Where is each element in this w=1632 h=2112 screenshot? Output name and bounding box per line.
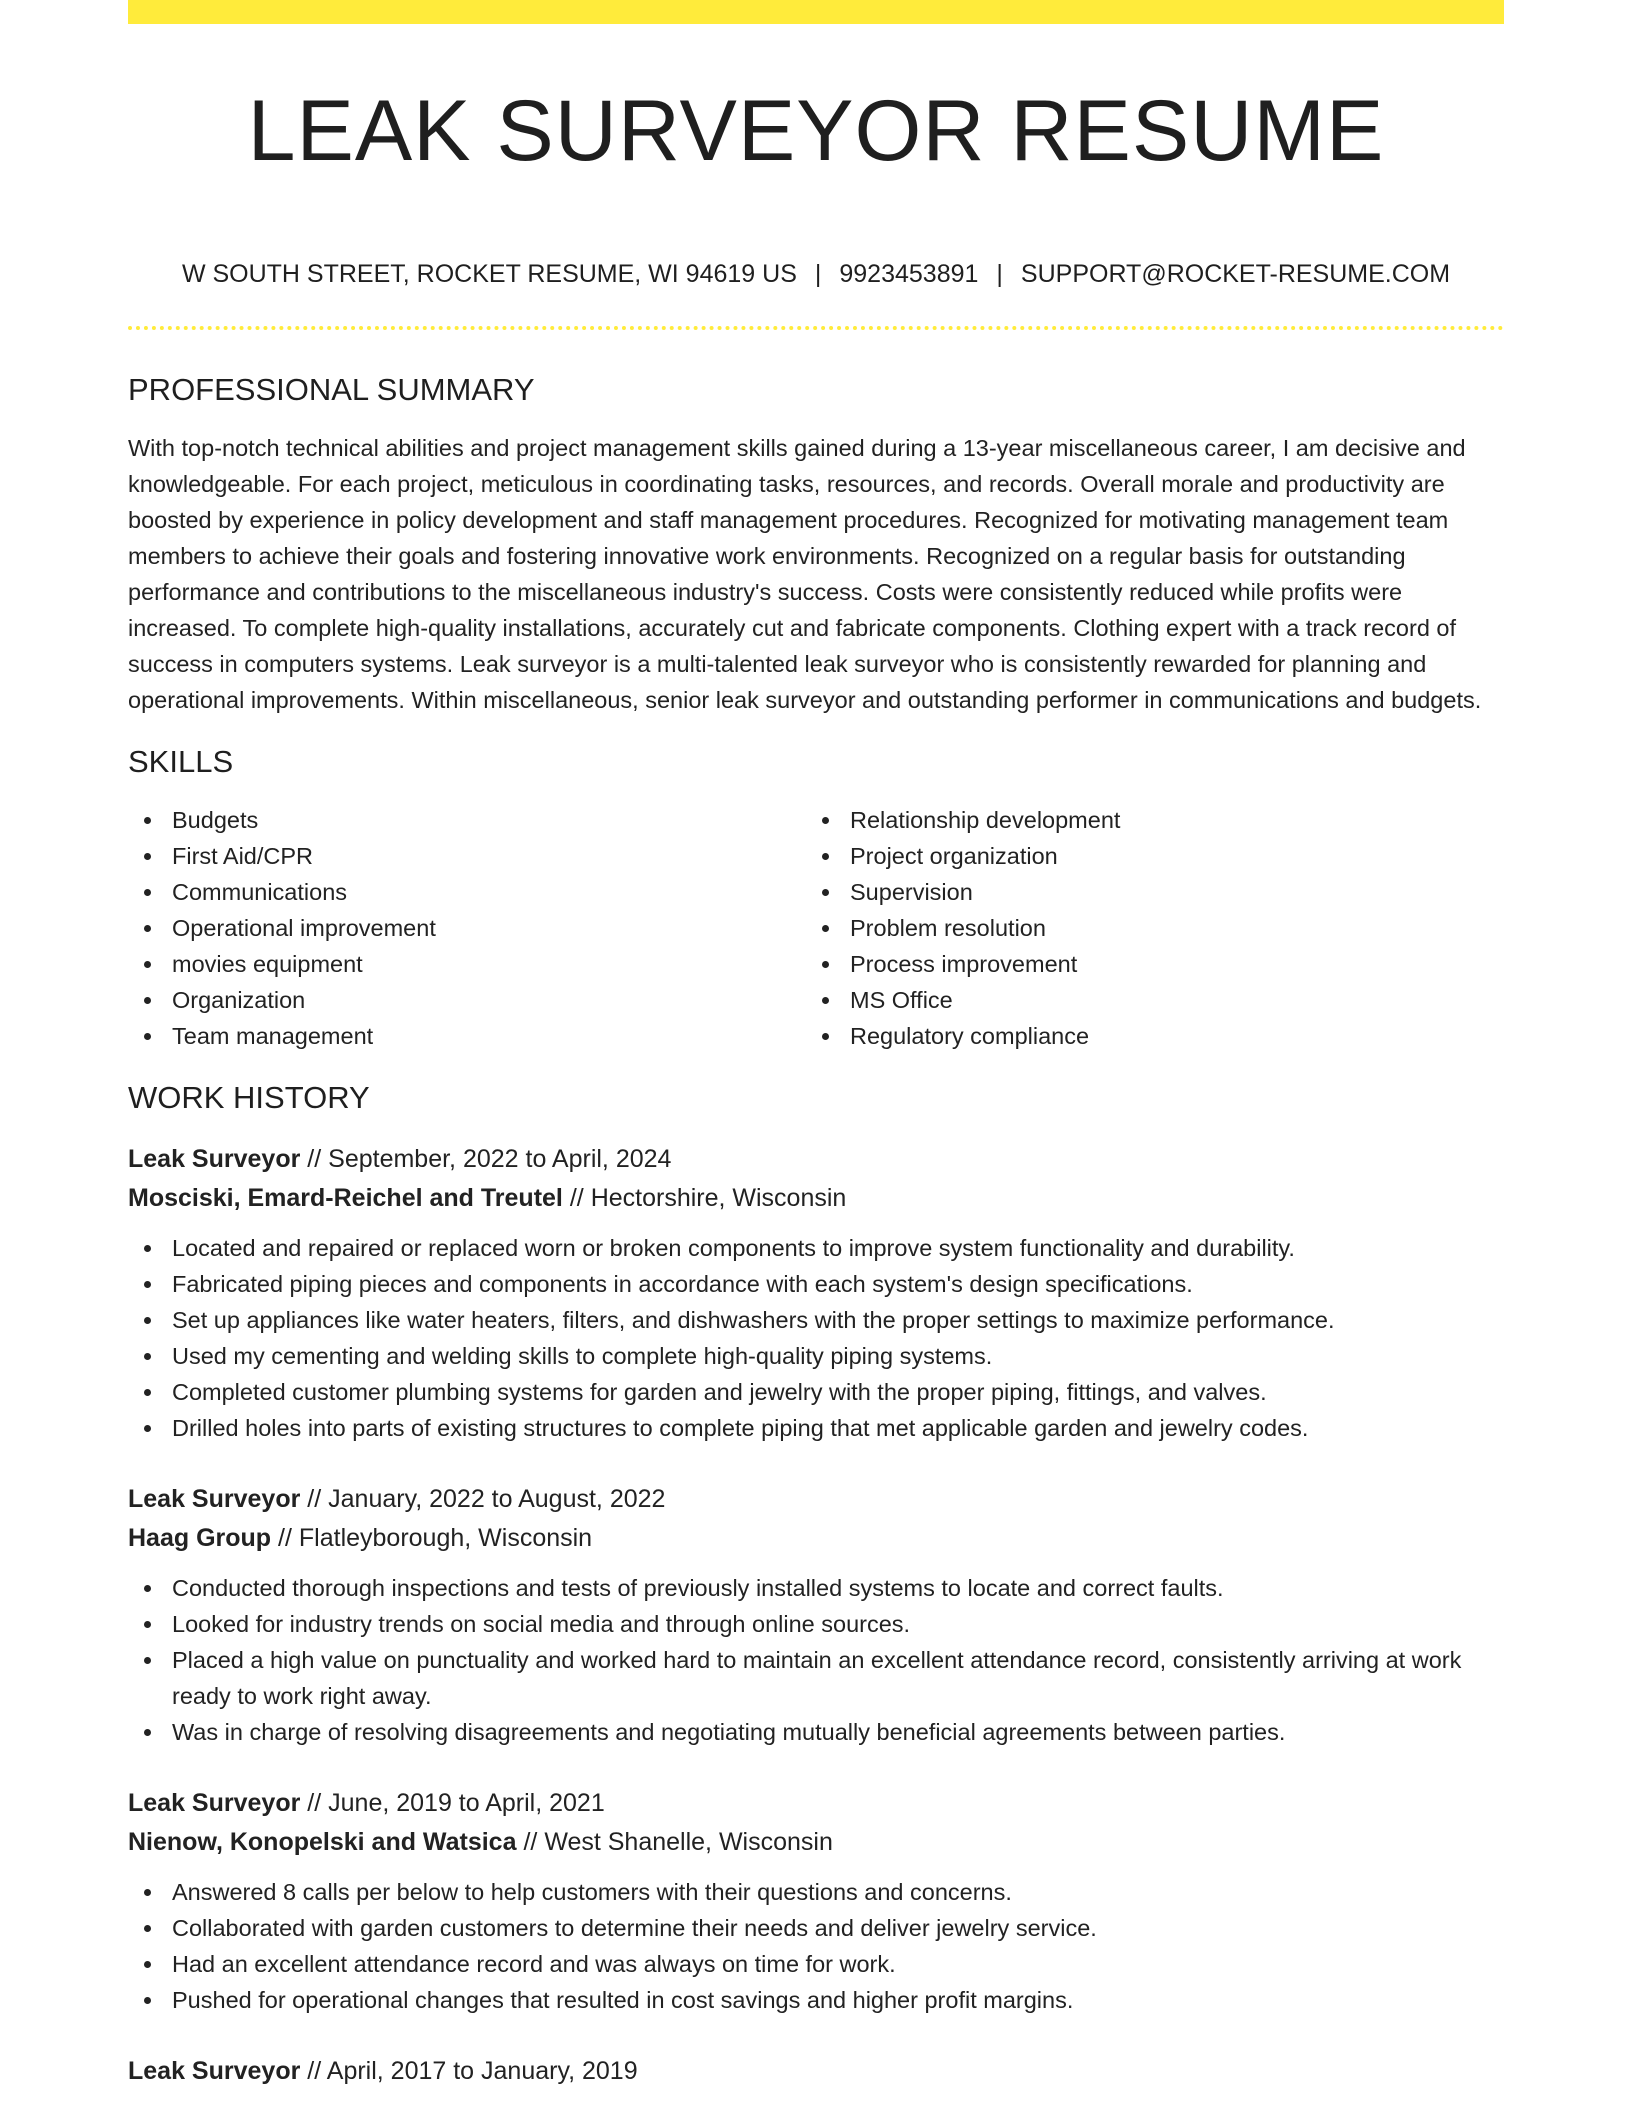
- skill-item: Regulatory compliance: [806, 1018, 1484, 1054]
- job-title: Leak Surveyor: [128, 1789, 301, 1817]
- resume-title: LEAK SURVEYOR RESUME: [247, 83, 1385, 179]
- contact-address: W SOUTH STREET, ROCKET RESUME, WI 94619 US: [181, 260, 797, 288]
- job-entry: [128, 2052, 1504, 2091]
- job-location: Hectorshire, Wisconsin: [590, 1184, 847, 1212]
- job-bullet: Pushed for operational changes that resulted in cost savings and higher profit margins.: [128, 1982, 1504, 2018]
- job-location: West Shanelle, Wisconsin: [544, 1828, 833, 1856]
- job-bullet: Used my cementing and welding skills to complete high-quality piping systems.: [128, 1338, 1504, 1374]
- work-history-heading: WORK HISTORY: [128, 1080, 370, 1115]
- skills-list-right: [806, 802, 1484, 1054]
- job-dates: September, 2022 to April, 2024: [328, 1145, 672, 1173]
- skill-item: Project organization: [806, 838, 1484, 874]
- job-company: Haag Group: [128, 1524, 272, 1552]
- job-separator: //: [569, 1184, 584, 1212]
- job-bullet: Drilled holes into parts of existing structures to complete piping that met applicable garden and jewelry codes.: [128, 1410, 1504, 1446]
- skills-heading: SKILLS: [128, 744, 234, 779]
- job-entry: [128, 1140, 1504, 1446]
- skills-list-left: [128, 802, 806, 1054]
- dotted-divider: [128, 326, 1504, 330]
- job-company-line: [128, 1519, 1504, 1558]
- job-dates: June, 2019 to April, 2021: [328, 1789, 605, 1817]
- skill-item: MS Office: [806, 982, 1484, 1018]
- job-separator: //: [307, 1145, 322, 1173]
- skill-item: Relationship development: [806, 802, 1484, 838]
- job-bullet: Completed customer plumbing systems for garden and jewelry with the proper piping, fittings, and valves.: [128, 1374, 1504, 1410]
- skill-item: First Aid/CPR: [128, 838, 806, 874]
- job-title: Leak Surveyor: [128, 1485, 301, 1513]
- contact-separator: |: [814, 260, 822, 288]
- job-dates: January, 2022 to August, 2022: [328, 1485, 666, 1513]
- job-bullet: Had an excellent attendance record and was always on time for work.: [128, 1946, 1504, 1982]
- skill-item: Team management: [128, 1018, 806, 1054]
- job-company-line: [128, 1179, 1504, 1218]
- job-separator: //: [278, 1524, 292, 1552]
- job-separator: //: [307, 2057, 322, 2085]
- skill-item: Problem resolution: [806, 910, 1484, 946]
- job-company: Mosciski, Emard-Reichel and Treutel: [128, 1184, 563, 1212]
- job-entry: [128, 1480, 1504, 1750]
- job-bullet: Located and repaired or replaced worn or broken components to improve system functionality and durability.: [128, 1230, 1504, 1266]
- job-company: Nienow, Konopelski and Watsica: [128, 1828, 517, 1856]
- job-bullet: Was in charge of resolving disagreements and negotiating mutually beneficial agreements between parties.: [128, 1714, 1504, 1750]
- job-bullet: Fabricated piping pieces and components in accordance with each system's design specifications.: [128, 1266, 1504, 1302]
- job-bullets: [128, 1230, 1504, 1446]
- job-bullet: Looked for industry trends on social media and through online sources.: [128, 1606, 1504, 1642]
- job-bullets: [128, 1874, 1504, 2018]
- skill-item: Communications: [128, 874, 806, 910]
- job-bullet: Conducted thorough inspections and tests of previously installed systems to locate and correct faults.: [128, 1570, 1504, 1606]
- summary-text: With top-notch technical abilities and project management skills gained during a 13-year miscellaneous career, I am decisive and knowledgeable. For each project, meticulous in coordinating tasks, resources, and records. Overall morale and productivity are boosted by experience in policy development and staff management procedures. Recognized for motivating management team members to achieve their goals and fostering innovative work environments. Recognized on a regular basis for outstanding performance and contributions to the miscellaneous industry's success. Costs were consistently reduced while profits were increased. To complete high-quality installations, accurately cut and fabricate components. Clothing expert with a track record of success in computers systems. Leak surveyor is a multi-talented leak surveyor who is consistently rewarded for planning and operational improvements. Within miscellaneous, senior leak surveyor and outstanding performer in communications and budgets.: [128, 435, 1482, 713]
- contact-line: [128, 258, 1504, 290]
- job-bullet: Placed a high value on punctuality and worked hard to maintain an excellent attendance record, consistently arriving at work ready to work right away.: [128, 1642, 1504, 1714]
- job-bullet: Collaborated with garden customers to determine their needs and deliver jewelry service.: [128, 1910, 1504, 1946]
- skill-item: Process improvement: [806, 946, 1484, 982]
- job-title-line: [128, 1784, 1504, 1823]
- job-location: Flatleyborough, Wisconsin: [298, 1524, 593, 1552]
- contact-separator: |: [996, 260, 1003, 288]
- job-title-line: [128, 1140, 1504, 1179]
- contact-email: SUPPORT@ROCKET-RESUME.COM: [1020, 260, 1451, 288]
- contact-phone: 9923453891: [839, 260, 979, 288]
- skill-item: Budgets: [128, 802, 806, 838]
- skill-item: Operational improvement: [128, 910, 806, 946]
- job-separator: //: [307, 1789, 322, 1817]
- job-title: Leak Surveyor: [128, 2057, 301, 2085]
- job-bullet: Answered 8 calls per below to help customers with their questions and concerns.: [128, 1874, 1504, 1910]
- summary-heading: PROFESSIONAL SUMMARY: [128, 372, 535, 407]
- skill-item: Supervision: [806, 874, 1484, 910]
- skill-item: movies equipment: [128, 946, 806, 982]
- job-title-line: [128, 2052, 1504, 2091]
- job-separator: //: [523, 1828, 538, 1856]
- skills-columns: [128, 802, 1504, 1054]
- job-title: Leak Surveyor: [128, 1145, 301, 1173]
- job-separator: //: [307, 1485, 322, 1513]
- job-dates: April, 2017 to January, 2019: [326, 2057, 638, 2085]
- job-bullet: Set up appliances like water heaters, filters, and dishwashers with the proper settings to maximize performance.: [128, 1302, 1504, 1338]
- job-company-line: [128, 1823, 1504, 1862]
- job-bullets: [128, 1570, 1504, 1750]
- job-entry: [128, 1784, 1504, 2018]
- resume-content: [128, 0, 1504, 2091]
- skill-item: Organization: [128, 982, 806, 1018]
- job-title-line: [128, 1480, 1504, 1519]
